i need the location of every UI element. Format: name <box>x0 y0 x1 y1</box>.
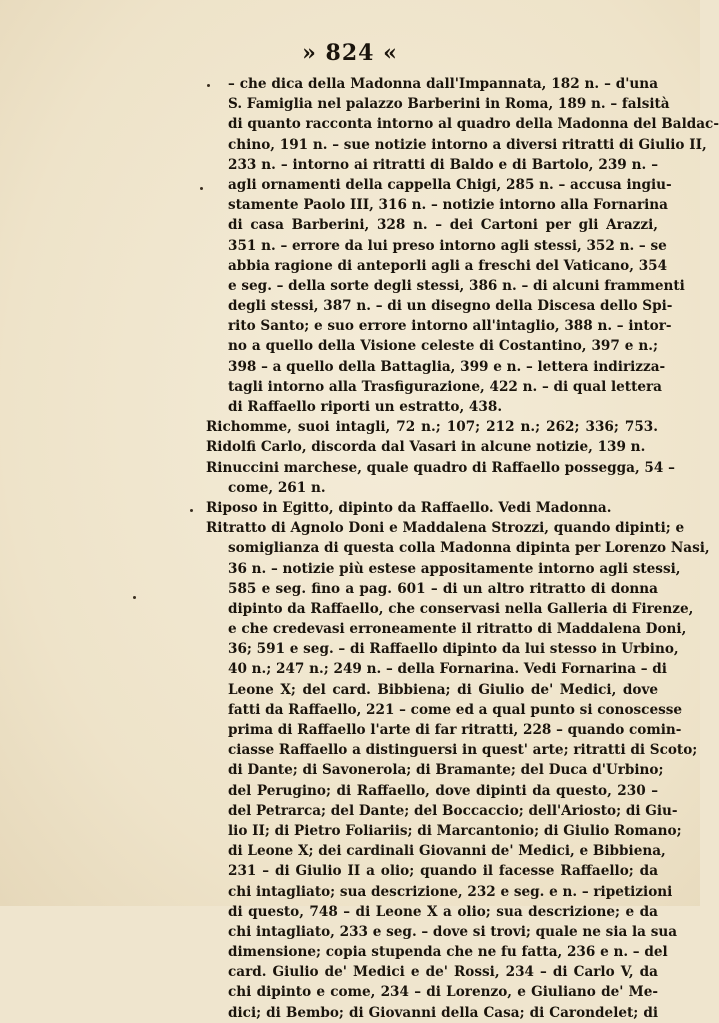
text-line: di questo, 748 – di Leone X a olio; sua descrizione; e da <box>228 903 658 920</box>
text-line: 351 n. – errore da lui preso intorno agli stessi, 352 n. – se <box>228 237 667 254</box>
text-line: dimensione; copia stupenda che ne fu fatta, 236 e n. – del <box>228 944 668 961</box>
text-line: lio II; di Pietro Foliariis; di Marcantonio; di Giulio Romano; <box>228 822 682 839</box>
text-line: del Petrarca; del Dante; del Boccaccio; dell'Ariosto; di Giu- <box>228 802 678 819</box>
text-line: dipinto da Raffaello, che conservasi nella Galleria di Firenze, <box>228 600 694 617</box>
text-line: chino, 191 n. – sue notizie intorno a diversi ritratti di Giulio II, <box>228 136 707 153</box>
text-line: Leone X; del card. Bibbiena; di Giulio de' Medici, dove <box>228 681 658 698</box>
margin-mark <box>200 187 203 190</box>
margin-mark <box>190 509 193 512</box>
text-line: abbia ragione di anteporli agli a freschi del Vaticano, 354 <box>228 257 668 274</box>
text-line: 585 e seg. fino a pag. 601 – di un altro ritratto di donna <box>228 580 658 597</box>
text-line: prima di Raffaello l'arte di far ritratti, 228 – quando comin- <box>228 722 682 738</box>
text-line: Ridolfi Carlo, discorda dal Vasari in alcune notizie, 139 n. <box>206 439 646 456</box>
text-line: del Perugino; di Raffaello, dove dipinti da questo, 230 – <box>228 782 658 799</box>
text-line: no a quello della Visione celeste di Costantino, 397 e n.; <box>228 338 658 355</box>
text-line: tagli intorno alla Trasfigurazione, 422 n. – di qual lettera <box>228 378 662 395</box>
text-line: ciasse Raffaello a distinguersi in quest' arte; ritratti di Scoto; <box>228 742 698 759</box>
text-line: fatti da Raffaello, 221 – come ed a qual punto si conoscesse <box>228 701 683 718</box>
text-line: 40 n.; 247 n.; 249 n. – della Fornarina. Vedi Fornarina – di <box>228 661 667 678</box>
text-line: e che credevasi erroneamente il ritratto di Maddalena Doni, <box>228 621 687 638</box>
text-line: chi intagliato, 233 e seg. – dove si trovi; quale ne sia la sua <box>228 923 678 940</box>
text-line: Ritratto di Agnolo Doni e Maddalena Strozzi, quando dipinti; e <box>206 520 685 537</box>
text-line: chi intagliato; sua descrizione, 232 e seg. e n. – ripetizioni <box>228 883 673 900</box>
text-line: Richomme, suoi intagli, 72 n.; 107; 212 n.; 262; 336; 753. <box>206 419 658 436</box>
text-line: Riposo in Egitto, dipinto da Raffaello. Vedi Madonna. <box>206 499 612 516</box>
text-line: di quanto racconta intorno al quadro della Madonna del Baldac- <box>228 116 719 133</box>
text-line: degli stessi, 387 n. – di un disegno della Discesa dello Spi- <box>228 298 673 315</box>
index-text-column <box>206 74 719 1023</box>
text-line: Rinuccini marchese, quale quadro di Raffaello possegga, 54 – <box>206 459 675 476</box>
text-line: S. Famiglia nel palazzo Barberini in Roma, 189 n. – falsità <box>228 96 670 113</box>
text-line: di casa Barberini, 328 n. – dei Cartoni per gli Arazzi, <box>228 217 658 234</box>
text-line: card. Giulio de' Medici e de' Rossi, 234 – di Carlo V, da <box>228 964 658 981</box>
text-line: 398 – a quello della Battaglia, 399 e n. – lettera indirizza- <box>228 358 666 375</box>
text-line: chi dipinto e come, 234 – di Lorenzo, e Giuliano de' Me- <box>228 984 658 1001</box>
text-line: dici; di Bembo; di Giovanni della Casa; di Carondelet; di <box>228 1004 658 1021</box>
text-line: e seg. – della sorte degli stessi, 386 n. – di alcuni frammenti <box>228 277 685 294</box>
text-line: 231 – di Giulio II a olio; quando il facesse Raffaello; da <box>228 863 658 880</box>
text-line: 36 n. – notizie più estese appositamente intorno agli stessi, <box>228 560 681 577</box>
text-line: agli ornamenti della cappella Chigi, 285 n. – accusa ingiu- <box>228 176 672 193</box>
text-line: rito Santo; e suo errore intorno all'intaglio, 388 n. – intor- <box>228 318 672 335</box>
text-line: stamente Paolo III, 316 n. – notizie intorno alla Fornarina <box>228 197 668 214</box>
text-line: 233 n. – intorno ai ritratti di Baldo e di Bartolo, 239 n. – <box>228 156 658 173</box>
text-line: come, 261 n. <box>228 479 326 496</box>
text-line: somiglianza di questa colla Madonna dipinta per Lorenzo Nasi, <box>228 540 710 557</box>
text-line: 36; 591 e seg. – di Raffaello dipinto da lui stesso in Urbino, <box>228 641 679 658</box>
page-number: » 824 « <box>302 40 398 66</box>
text-line: di Raffaello riporti un estratto, 438. <box>228 399 503 415</box>
margin-mark <box>133 596 136 599</box>
text-line: di Dante; di Savonerola; di Bramante; del Duca d'Urbino; <box>228 762 664 779</box>
text-line: di Leone X; dei cardinali Giovanni de' Medici, e Bibbiena, <box>228 843 666 860</box>
text-line: – che dica della Madonna dall'Impannata, 182 n. – d'una <box>228 76 658 92</box>
